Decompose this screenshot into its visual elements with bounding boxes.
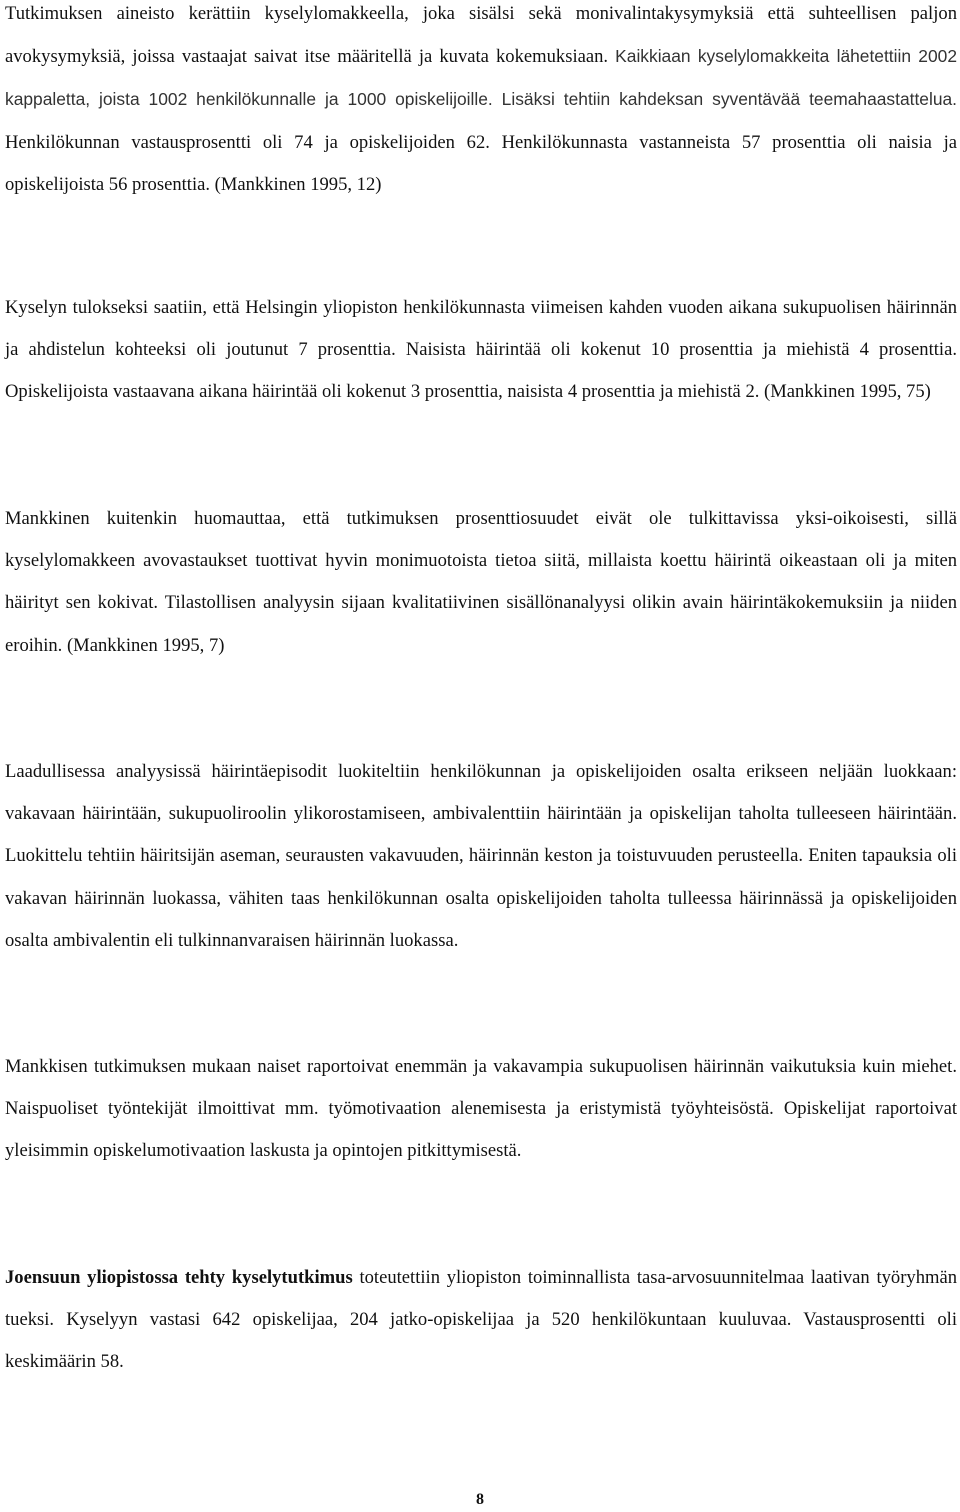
paragraph-joensuu-survey [5,1257,957,1384]
paragraph-1-text-a: Tutkimuksen aineisto kerättiin kyselylomakkeella, joka sisälsi sekä monivalintakysymyksiä että suhteellisen paljon avokysymyksiä, joissa vastaajat saivat itse määritellä ja kuvata kokemuksiaan. [5,3,957,68]
paragraph-6-bold-lead: Joensuun yliopistossa tehty kyselytutkimus [5,1267,353,1288]
paragraph-study-material [5,0,957,206]
paragraph-1-text-sans: Kaikkiaan kyselylomakkeita lähetettiin 2002 kappaletta, joista 1002 henkilökunnalle ja 1000 opiskelijoille. Lisäksi tehtiin kahdeksan syventävää teemahaastattelua. [5,46,957,110]
page-number: 8 [476,1491,484,1508]
paragraph-qualitative-analysis: Laadullisessa analyysissä häirintäepisodit luokiteltiin henkilökunnan ja opiskelijoiden osalta erikseen neljään luokkaan: vakavaan häirintään, sukupuoliroolin ylikorostamiseen, ambivalenttiin häirintään ja opiskelijan taholta tulleeseen häirintään. Luokittelu tehtiin häiritsijän aseman, seurausten vakavuuden, häirinnän keston ja toistuvuuden perusteella. Eniten tapauksia oli vakavan häirinnän luokassa, vähiten taas henkilökunnan osalta opiskelijoiden taholta tulleessa häirinnässä ja opiskelijoiden osalta ambivalentin eli tulkinnanvaraisen häirinnän luokassa. [5,761,957,951]
paragraph-1-text-b: Henkilökunnan vastausprosentti oli 74 ja opiskelijoiden 62. Henkilökunnasta vastanneista 57 prosenttia oli naisia ja opiskelijoista 56 prosenttia. (Mankkinen 1995, 12) [5,131,957,195]
paragraph-interpretation: Mankkinen kuitenkin huomauttaa, että tutkimuksen prosenttiosuudet eivät ole tulkittavissa yksi-oikoisesti, sillä kyselylomakkeen avovastaukset tuottivat hyvin monimuotoista tietoa siitä, millaista koettu häirintä oikeastaan oli ja miten häirityt sen kokivat. Tilastollisen analyysin sijaan kvalitatiivinen sisällönanalyysi olikin avain häirintäkokemuksiin ja niiden eroihin. (Mankkinen 1995, 7) [5,508,957,656]
paragraph-effects: Mankkisen tutkimuksen mukaan naiset raportoivat enemmän ja vakavampia sukupuolisen häirinnän vaikutuksia kuin miehet. Naispuoliset työntekijät ilmoittivat mm. työmotivaation alenemisesta ja eristymistä työyhteisöstä. Opiskelijat raportoivat yleisimmin opiskelumotivaation laskusta ja opintojen pitkittymisestä. [5,1056,957,1162]
paragraph-6-text: toteutettiin yliopiston toiminnallista tasa-arvosuunnitelmaa laativan työryhmän tueksi. Kyselyyn vastasi 642 opiskelijaa, 204 jatko-opiskelijaa ja 520 henkilökuntaan kuuluvaa. Vastausprosentti oli keskimäärin 58. [5,1267,958,1373]
paragraph-survey-results: Kyselyn tulokseksi saatiin, että Helsingin yliopiston henkilökunnasta viimeisen kahden vuoden aikana sukupuolisen häirinnän ja ahdistelun kohteeksi oli joutunut 7 prosenttia. Naisista häirintää oli kokenut 10 prosenttia ja miehistä 4 prosenttia. Opiskelijoista vastaavana aikana häirintää oli kokenut 3 prosenttia, naisista 4 prosenttia ja miehistä 2. (Mankkinen 1995, 75) [5,297,957,403]
